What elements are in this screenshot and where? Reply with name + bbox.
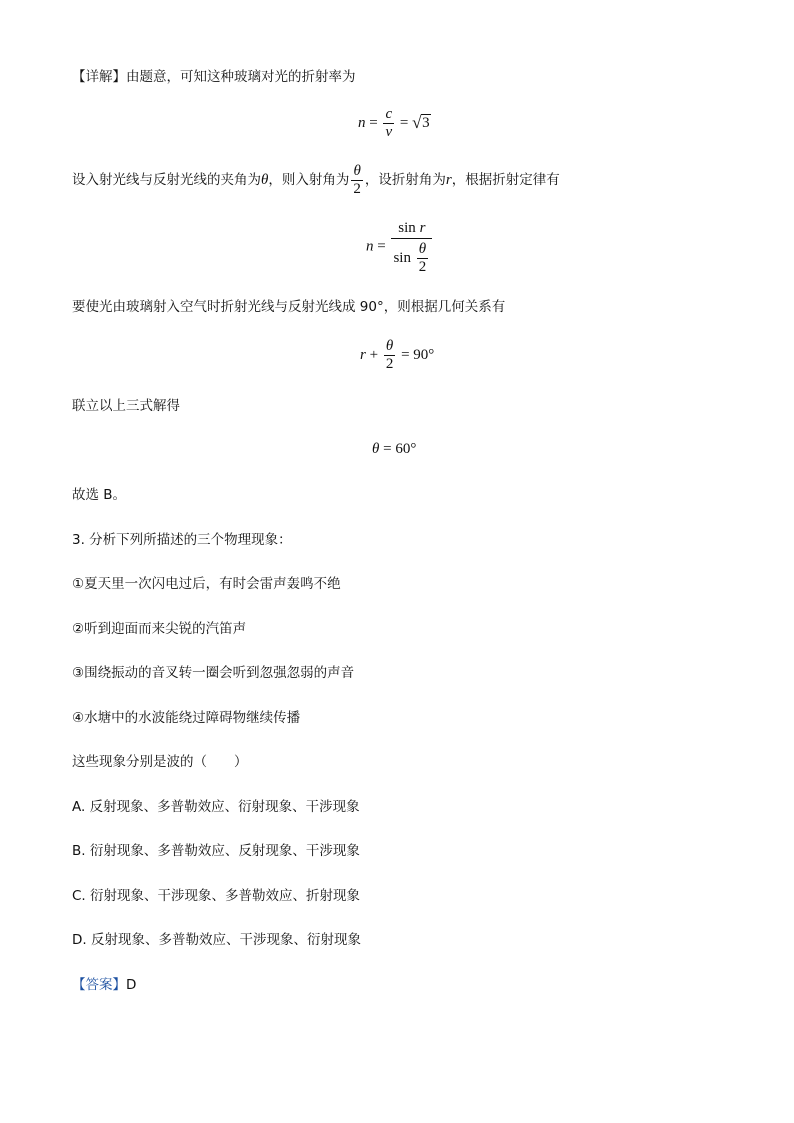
detail-text: 由题意，可知这种玻璃对光的折射率为 <box>126 69 356 85</box>
question-stem-text: 3. 分析下列所描述的三个物理现象： <box>72 532 292 548</box>
phenomenon-item-text: ④水塘中的水波能绕过障碍物继续传播 <box>72 710 301 726</box>
formula3-den: 2 <box>385 356 394 372</box>
formula3-plus: + <box>369 346 379 363</box>
para2-part1: 设入射光线与反射光线的夹角为 <box>72 172 261 188</box>
formula2-num-fn: sin <box>398 220 416 236</box>
para2-frac-num: θ <box>351 163 363 181</box>
para2-frac-den: 2 <box>353 180 361 197</box>
formula1-denominator: v <box>385 124 393 140</box>
option-b-text: B. 衍射现象、多普勒效应、反射现象、干涉现象 <box>72 843 360 859</box>
phenomenon-item-text: ②听到迎面而来尖锐的汽笛声 <box>72 621 247 637</box>
option-c-text: C. 衍射现象、干涉现象、多普勒效应、折射现象 <box>72 888 361 904</box>
para2-theta: θ <box>261 172 269 188</box>
phenomenon-item <box>72 620 246 638</box>
formula2-numerator <box>391 218 432 239</box>
formula2-den-den: 2 <box>418 259 427 275</box>
formula-result <box>372 441 416 458</box>
option-a <box>72 798 360 816</box>
phenomenon-item <box>72 709 300 727</box>
choose-line <box>72 486 126 504</box>
option-d-text: D. 反射现象、多普勒效应、干涉现象、衍射现象 <box>72 932 361 948</box>
formula4-lhs: θ <box>372 441 380 457</box>
formula-angle-sum <box>360 338 434 373</box>
question-prompt <box>72 753 248 771</box>
phenomenon-item <box>72 664 354 682</box>
phenomenon-item <box>72 575 341 593</box>
para2-part4: ，根据折射定律有 <box>451 172 560 188</box>
phenomenon-item-text: ①夏天里一次闪电过后，有时会雷声轰鸣不绝 <box>72 576 341 592</box>
para2-r: r <box>445 172 452 188</box>
para2-fraction <box>351 163 363 198</box>
formula2-lhs: n <box>366 238 374 255</box>
question-stem <box>72 531 292 549</box>
option-d <box>72 931 361 949</box>
phenomenon-item-text: ③围绕振动的音叉转一圈会听到忽强忽弱的声音 <box>72 665 355 681</box>
para2-part2: ，则入射角为 <box>268 172 350 188</box>
geometry-relation-line <box>72 298 505 316</box>
formula2-den-fraction <box>417 241 429 276</box>
answer-tag: 【答案】 <box>72 977 126 993</box>
formula1-sqrt <box>412 112 431 132</box>
formula1-radicand: 3 <box>422 114 430 131</box>
para2-part3: ，设折射角为 <box>364 172 446 188</box>
radical-sign-icon: √ <box>412 112 422 132</box>
option-b <box>72 842 360 860</box>
formula2-num-var: r <box>419 220 426 236</box>
formula3-r: r <box>360 346 366 363</box>
formula3-fraction <box>384 338 396 373</box>
question-prompt-text: 这些现象分别是波的（ ） <box>72 754 248 770</box>
formula-snell-law <box>366 218 434 276</box>
formula1-numerator: c <box>385 106 393 122</box>
answer-line <box>72 976 136 994</box>
formula1-eq: = <box>369 114 378 131</box>
incidence-angle-line <box>72 160 560 200</box>
formula1-fraction <box>383 106 394 141</box>
option-a-text: A. 反射现象、多普勒效应、衍射现象、干涉现象 <box>72 799 360 815</box>
detail-line <box>72 68 356 86</box>
formula3-rhs: = 90° <box>401 346 435 363</box>
para5-text: 故选 B。 <box>72 487 127 503</box>
formula1-lhs: n <box>358 114 366 131</box>
para4-text: 联立以上三式解得 <box>72 398 180 414</box>
formula2-eq: = <box>377 238 386 255</box>
formula3-num: θ <box>384 338 396 356</box>
detail-tag: 【详解】 <box>72 69 126 85</box>
para3-text: 要使光由玻璃射入空气时折射光线与反射光线成 90°，则根据几何关系有 <box>72 299 506 315</box>
answer-value: D <box>126 977 137 993</box>
combine-line <box>72 397 180 415</box>
formula2-fraction <box>391 218 432 276</box>
formula4-rhs: = 60° <box>383 441 417 457</box>
formula2-den-num: θ <box>417 241 429 259</box>
formula2-den-fn: sin <box>393 250 411 266</box>
formula2-denominator <box>391 239 432 276</box>
formula1-eq2: = <box>399 114 409 131</box>
formula-refractive-index <box>358 106 431 141</box>
option-c <box>72 887 360 905</box>
